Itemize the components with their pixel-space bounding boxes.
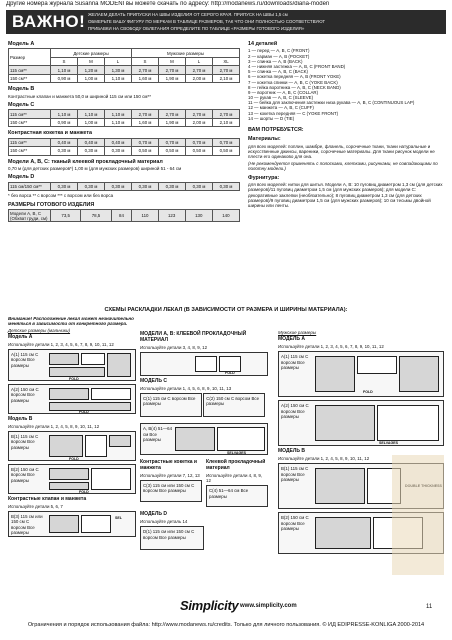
row-label: 150 см** [9,118,51,127]
materials-title: Материалы: [248,136,281,143]
size-label: L [105,57,132,66]
diagram-label: C(3) 115 см или 150 см С ворсом Все размеры [143,483,195,494]
yardage-column [8,38,240,222]
layout-diagram-b1 [8,431,136,461]
details-title: 14 деталей [248,41,278,47]
layout-uses: Используйте детали 1, 2, 4, 5, 8, 9, 10, 11, 12 [278,456,370,462]
banner-line: ПРИБАВКИ НА СВОБОДУ ОБЛЕГАНИЯ ОПРЕДЕЛИТЕ ПО ТАБЛИЦЕ «РАЗМЕРЫ ГОТОВОГО ИЗДЕЛИЯ» [88,26,305,31]
list-item: 2 — карман — А, В (POCKET) [248,53,310,59]
diagram-label: C(1) 115 см С ворсом Все размеры [143,396,196,407]
list-item: 13 — кокетка передняя — С (YOKE FRONT) [248,110,339,116]
model-d-table [8,182,240,192]
diagram-label: А(1) 115 см С ворсом Все размеры [11,351,39,368]
table-cell: 0,70 м [213,138,240,147]
layout-diagram-c3 [140,480,202,502]
layout-column-child [8,316,136,540]
materials-note: (Не рекомендуется применять с полосками, клетками, рисунками, не совпадающими по полотну модели.) [248,161,438,172]
size-label: L [186,57,213,66]
layout-uses: Используйте детали 1, 4, 5, 6, 8, 9, 10, 11, 13 [140,385,232,391]
pattern-piece [219,356,241,372]
pattern-piece [49,482,89,490]
size-header: Размер [9,49,51,66]
row-label: 115 см/150 см** [9,182,51,191]
diagram-label: В(1) 115 см С ворсом Все размеры [281,466,309,483]
men-sizes-header: Мужские размеры [132,49,240,58]
list-item: 5 — спинка — А, В, С (BACK) [248,69,309,75]
pattern-piece [109,435,131,447]
table-cell: 0,70 м [159,138,186,147]
layout-diagram-men-a2 [278,400,444,446]
table-cell: 2,00 м [186,74,213,83]
model-a-table [8,48,240,83]
pattern-piece [315,356,355,392]
pattern-piece [399,356,439,392]
banner-title: ВАЖНО! [12,12,86,31]
watermark-stamp [392,455,444,575]
layout-diagram-int [140,352,268,376]
table-cell: 1,60 м [132,118,159,127]
child-sizes-head: Детские размеры (мальчики) [8,327,71,333]
interfacing-text: 0,70 м (для детских размеров*) 1,00 м (для мужских размеров) шириной 51 - 64 см [8,166,182,172]
layout-uses: Используйте детали 4, 8, 9, 12 [206,473,263,484]
table-cell: 1,90 м [159,118,186,127]
size-label: S [132,57,159,66]
layout-diagram-a2 [8,384,136,414]
diagram-label: А(1) 115 см С ворсом Все размеры [281,354,309,370]
list-item: 8 — гейка воротника — А, В, С (NECK BAND) [248,84,341,90]
table-cell: 0,30 м [132,182,159,191]
row-label: 115 см** [9,110,51,119]
layout-uses: Используйте деталь 14 [140,519,188,525]
notions-title: Фурнитура: [248,174,280,181]
row-label: 150 см** [9,74,51,83]
table-cell: 1,10 м [105,74,132,83]
diagram-label: В(3) 115 см или 150 см С ворсом Все размеры [11,514,43,535]
table-cell: 0,30 м [78,182,105,191]
table-cell: 1,30 м [105,66,132,75]
pieces-column [248,38,444,210]
layout-model-b: Модель В [8,415,33,422]
pattern-piece [85,435,107,457]
layout-contrast: Контрастные клапан и манжета [8,496,87,503]
diagram-label: А(2) 150 см С ворсом Все размеры [281,403,309,419]
pattern-piece [49,353,79,365]
list-item: 6 — кокетка передняя — А, В (FRONT YOKE) [248,74,341,80]
layout-diagram-c1 [140,393,202,417]
pattern-piece [195,356,217,372]
list-item: 7 — кокетка спинки — А, В, С (YOKE BACK) [248,79,338,85]
layout-interf-head: Клеевой прокладочный материал [206,459,266,472]
pattern-piece [315,468,365,504]
table-cell: 2,10 м [213,118,240,127]
details-list [248,48,444,121]
table-cell: 0,30 м [159,182,186,191]
top-download-note: Другие номера журнала Susanna MODENI вы можете скачать по адресу: http://modanews.ru/downloads/diana-moden [6,1,330,7]
layouts-title [8,307,444,314]
table-cell: 0,40 м [105,138,132,147]
important-banner [6,10,446,34]
table-cell: 140 [212,210,239,222]
table-cell: 2,70 м [213,66,240,75]
layout-diagram-b2 [8,464,136,494]
fold-tag: FOLD [225,370,235,375]
table-cell: 73,5 [51,210,81,222]
table-cell: 1,60 м [132,74,159,83]
table-cell: 0,90 м [51,74,78,83]
contrast-title: Контрастная кокетка и манжета [8,130,92,137]
table-cell: 1,10 м [51,110,78,119]
table-cell: 2,70 м [186,110,213,119]
simplicity-logo: Simplicity [180,598,239,613]
layout-interfacing-head: МОДЕЛИ А, В: КЛЕЕВОЙ ПРОКЛАДОЧНЫЙ МАТЕРИАЛ [140,331,247,343]
interfacing-block [206,458,268,510]
table-cell: 0,30 м [51,147,78,156]
banner-line: ОБМЕРЬТЕ ВАШУ ФИГУРУ ПО МЕРКАМ В ТАБЛИЦЕ РАЗМЕРОВ, ТАК ЧТО ОНИ ПОЛНОСТЬЮ СООТВЕТСТВУЮТ [88,19,326,24]
layouts-note: Внимание! Расположение лекал может незначительно меняться в зависимости от конкретного размера. [8,316,134,327]
finished-title: РАЗМЕРЫ ГОТОВОГО ИЗДЕЛИЯ [8,201,95,208]
layout-contrast-head: Контрастные кокетка и манжета [140,459,198,472]
list-item: 3 — спинка — А, В (BACK) [248,58,303,64]
table-cell: 2,70 м [132,110,159,119]
men-sizes-head: Мужские размеры [278,330,317,335]
pattern-piece [49,435,83,457]
table-cell: 130 [185,210,212,222]
table-cell: 1,10 м [78,110,105,119]
footer-credits: Ограничения и порядок использования файла: http://www.modanews.ru/credits. Только для личного пользования. © ИД EDIPRESSE-KONLIGA 2000-2014 [27,622,425,628]
site-url: www.simplicity.com [240,603,297,609]
table-cell: 0,30 м [186,182,213,191]
pattern-piece [91,388,131,400]
layout-model-a: Модель А [8,333,33,340]
table-cell: 2,70 м [186,66,213,75]
diagram-label: А(2) 150 см С ворсом Все размеры [11,386,39,403]
layout-uses: Используйте детали 3, 4, 8, 9, 12 [140,344,208,350]
fold-tag: FOLD [79,490,89,495]
table-cell: 0,40 м [51,138,78,147]
pattern-piece [175,427,215,451]
pattern-piece [49,402,131,411]
pattern-piece [315,405,375,441]
diagram-label: D(1) 115 см или 150 см С ворсом Все размеры [143,529,195,540]
layout-column-middle [140,330,268,553]
diagram-label: C(4) 51—64 см Все размеры [209,488,249,499]
row-label: 115 см** [9,138,51,147]
layouts-heading: СХЕМЫ РАСКЛАДКИ ЛЕКАЛ (В ЗАВИСИМОСТИ ОТ РАЗМЕРА И ШИРИНЫ МАТЕРИАЛА): [104,307,348,313]
pattern-piece [81,515,111,533]
banner-line: ЖЕЛАЕМ ДЕЛАТЬ ПРИПУСКИ НА ШВЫ ИЗДЕЛИЯ ОТ СЕРОГО КРАЯ. ПРИПУСК НА ШВЫ 1,5 см [88,12,288,17]
layout-diagram-c4 [206,485,268,507]
selvages-tag: SELVAGES [227,451,247,456]
table-cell: 0,70 м [186,138,213,147]
diagram-label: В(1) 115 см С ворсом Все размеры [11,434,39,450]
layout-model-b-men: МОДЕЛЬ В [278,448,305,455]
table-cell: 1,90 м [159,74,186,83]
model-c-table [8,109,240,127]
materials-text: для всех моделей: поплин, шамбре, фланель, сорочечные ткани, ткани натуральные и искусственные джинсы, вареники, сорочечные материалы. Для ткани рисунок модели не плести его одинаково для она. [248,143,435,160]
model-c-title: Модель С [8,102,35,109]
table-cell: 84 [111,210,132,222]
layout-uses: Используйте детали 1, 2, 4, 5, 8, 9, 10, 11, 12 [8,423,100,429]
notions-text: для всех моделей: нитки для шитья. Модели А, В: 10 пуговиц диаметром 1,3 см (для детских размеров)/11 пуговиц диаметром 1,5 см (для мужских размеров); для модели С: декоративные заклепки (необязательно); 8 пуговиц диаметром 1,3 см (для детских размеров)/9 пуговиц диаметром 1,5 см (для мужских размеров); 10 см тесьмы двойной ширины или ленты. [248,182,443,209]
model-a-title: Модель А [8,41,35,47]
list-item: 12 — манжета — А, В, С (CUFF) [248,105,314,111]
table-cell: 2,70 м [159,110,186,119]
list-item: 10 — рукав — А, В, С (SLEEVE) [248,95,314,101]
size-label: S [51,57,78,66]
selvage-tag: SEL [115,516,122,521]
table-cell: 0,30 м [213,182,240,191]
table-cell: 1,00 м [78,74,105,83]
table-cell: 78,5 [81,210,111,222]
layout-uses: Используйте детали 5, 6, 7 [8,503,63,509]
table-cell: 1,20 м [78,66,105,75]
table-cell: 0,50 м [213,147,240,156]
layout-diagram-c2 [203,393,265,417]
table-cell: 0,50 м [159,147,186,156]
nap-note: * без ворса ** с ворсом *** с ворсом или без ворса [8,193,114,199]
row-label: Модели А, В, С (Обхват груди, см) [9,210,51,222]
table-cell: 0,40 м [78,138,105,147]
table-cell: 0,30 м [105,147,132,156]
fold-tag: FOLD [69,457,79,462]
table-cell: 110 [132,210,158,222]
pattern-piece [91,468,131,490]
table-cell: 0,90 м [51,118,78,127]
list-item: 4 — нижняя застежка — А, В, С (FRONT BAND) [248,63,346,69]
diagram-label: В(2) 150 см С ворсом Все размеры [11,467,39,483]
layout-diagram-b3 [8,511,136,537]
table-cell: 0,30 м [51,182,78,191]
size-label: M [78,57,105,66]
fold-tag: FOLD [363,390,373,395]
row-label: 150 см** [9,147,51,156]
table-cell: 1,10 м [51,66,78,75]
layout-model-a-men: МОДЕЛЬ А [278,336,305,343]
contrast-interfacing-row [140,458,268,510]
diagram-label: C(2) 150 см С ворсом Все размеры [206,396,260,407]
selvages-tag: SELVAGES [379,441,399,446]
table-cell: 0,50 м [186,147,213,156]
pattern-piece [49,515,79,533]
list-item: 9 — воротник — А, В, С (COLLAR) [248,89,319,95]
list-item: 11 — бейка для заключения застежки низа рукава — А, В, С (CONTINUOUS LAP) [248,100,415,106]
pattern-piece [107,353,131,377]
layout-uses: Используйте детали 1, 2, 3, 4, 5, 6, 7, 8, 9, 10, 11, 12 [278,344,384,350]
contrast-block [140,458,202,510]
model-b-text: Контрастные клапан и манжета 50,0 м шириной 115 см или 150 см** [8,93,152,99]
layout-diagram-men-a1 [278,351,444,397]
size-label: M [159,57,186,66]
table-cell: 123 [158,210,185,222]
pattern-piece [49,468,89,480]
table-cell: 0,30 м [105,182,132,191]
layout-model-c: МОДЕЛЬ С [140,377,167,384]
table-cell: 1,10 м [105,110,132,119]
finished-table [8,209,240,222]
pattern-piece [377,405,439,441]
table-cell: 0,50 м [132,147,159,156]
table-cell: 0,30 м [78,147,105,156]
child-sizes-header: Детские размеры [51,49,132,58]
need-title: ВАМ ПОТРЕБУЕТСЯ: [248,127,304,133]
layout-model-d: МОДЕЛЬ D [140,511,167,518]
list-item: 14 — шорты — D (TIE) [248,115,295,121]
table-cell: 1,10 м [105,118,132,127]
fold-tag: FOLD [69,376,79,381]
pattern-piece [217,427,265,451]
pattern-piece [81,353,105,365]
model-d-title: Модель D [8,174,35,181]
model-b-title: Модель В [8,86,35,93]
table-cell: 2,00 м [186,118,213,127]
table-cell: 0,70 м [132,138,159,147]
contrast-table [8,138,240,156]
interfacing-title: Модели А, В, С: тканый клеевой прокладочный материал [8,158,163,165]
list-item: 1 — перед — А, В, С (FRONT) [248,48,310,54]
table-cell: 1,00 м [78,118,105,127]
diagram-label: А, В(4) 51—64 см Все размеры [143,426,173,442]
size-label: XL [213,57,240,66]
row-label: 115 см** [9,66,51,75]
pattern-piece [315,517,371,549]
diagram-label: В(2) 150 см С ворсом Все размеры [281,515,309,532]
table-cell: 2,70 м [213,110,240,119]
layout-uses: Используйте детали 7, 12, 13 [140,473,200,479]
layout-diagram-d1 [140,526,204,550]
table-cell: 2,10 м [213,74,240,83]
fold-tag: FOLD [79,409,89,414]
page-number: 11 [426,604,433,610]
pattern-piece [357,356,397,374]
layout-diagram-c-main [140,423,268,455]
pattern-piece [49,388,89,400]
table-cell: 2,70 м [159,66,186,75]
table-cell: 2,70 м [132,66,159,75]
layout-diagram-a1 [8,349,136,381]
pattern-piece [49,367,105,377]
layout-uses: Используйте детали 1, 2, 3, 4, 5, 6, 7, 8, 9, 10, 11, 12 [8,341,114,347]
